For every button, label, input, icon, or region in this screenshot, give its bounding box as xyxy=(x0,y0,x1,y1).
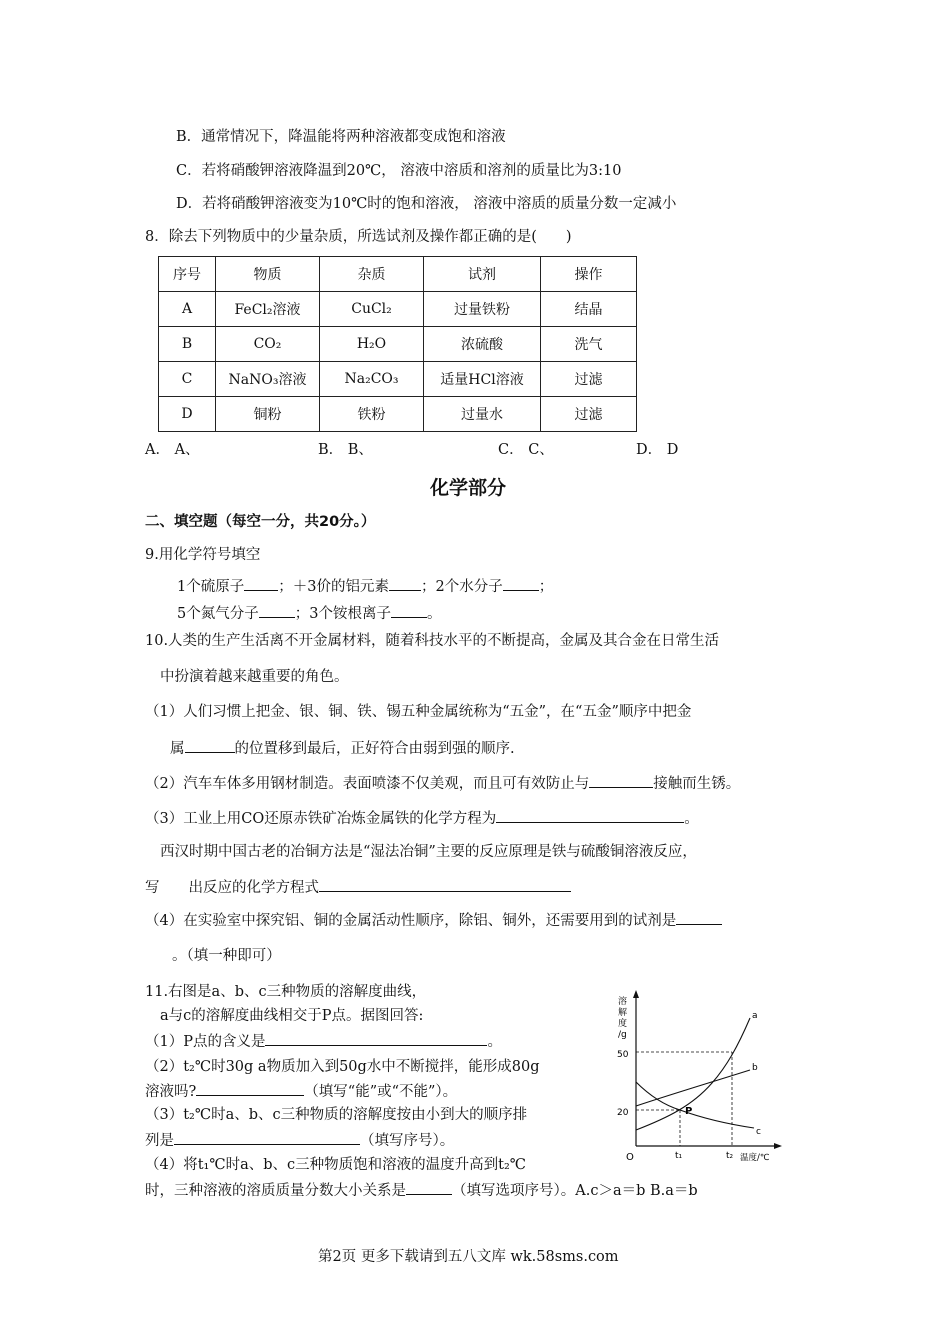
q11-text: （1）P点的含义是 xyxy=(145,1034,266,1050)
q10-text: 写 出反应的化学方程式 xyxy=(145,880,319,896)
q11-text: （填写选项序号）。A.c＞a＝b B.a＝b xyxy=(452,1183,698,1199)
origin-label: O xyxy=(626,1152,634,1163)
curve-c xyxy=(636,1082,754,1128)
curve-b-label: b xyxy=(752,1063,758,1073)
answer-blank xyxy=(244,576,278,591)
x-tick-t1: t₁ xyxy=(675,1151,683,1161)
q7-option-c: C．若将硝酸钾溶液降温到20℃， 溶液中溶质和溶剂的质量比为3:10 xyxy=(176,163,622,179)
q10-part-2 xyxy=(145,773,740,794)
q9-text: ； xyxy=(538,579,554,595)
table-cell: D xyxy=(159,397,216,432)
x-tick-t2: t₂ xyxy=(726,1151,734,1161)
q11-part-4b xyxy=(145,1180,698,1201)
table-cell: A xyxy=(159,292,216,327)
q11-part-3a: （3）t₂℃时a、b、c三种物质的溶解度按由小到大的顺序排 xyxy=(145,1107,528,1123)
table-row xyxy=(159,327,637,362)
q9-line-1 xyxy=(177,576,553,597)
page-footer: 第2页 更多下载请到五八文库 wk.58sms.com xyxy=(318,1249,619,1265)
q10-part-3d xyxy=(145,877,571,898)
table-row xyxy=(159,292,637,327)
point-p-label: P xyxy=(685,1106,693,1117)
q10-part-1b xyxy=(170,738,515,759)
q11-text: 时，三种溶液的溶质质量分数大小关系是 xyxy=(145,1183,406,1199)
curve-a-label: a xyxy=(752,1011,758,1021)
table-header-row xyxy=(159,257,637,292)
table-cell: CuCl₂ xyxy=(320,292,424,327)
x-axis-label: 温度/℃ xyxy=(740,1153,770,1163)
x-axis-arrow xyxy=(774,1143,782,1149)
q9-text: 5个氮气分子 xyxy=(177,606,259,622)
q11-part-1 xyxy=(145,1031,502,1052)
y-tick-20: 20 xyxy=(617,1108,629,1118)
q8-table xyxy=(158,256,637,432)
q10-part-1a: （1）人们习惯上把金、银、铜、铁、锡五种金属统称为“五金”，在“五金”顺序中把金 xyxy=(145,704,692,720)
table-cell: Na₂CO₃ xyxy=(320,362,424,397)
q9-text: 。 xyxy=(426,606,442,622)
answer-blank xyxy=(265,1031,487,1046)
q11-text: 列是 xyxy=(145,1133,174,1149)
q10-text: 。 xyxy=(684,811,699,827)
table-cell: 洗气 xyxy=(541,327,637,362)
q9-text: ；3个铵根离子 xyxy=(294,606,391,622)
table-header: 物质 xyxy=(216,257,320,292)
section-title: 化学部分 xyxy=(430,477,507,499)
q8-choice-c: C． C、 xyxy=(498,442,554,458)
y-axis-label: 溶 xyxy=(618,997,628,1007)
q10-part-4a xyxy=(145,910,722,931)
q10-text: （2）汽车车体多用钢材制造。表面喷漆不仅美观，而且可有效防止与 xyxy=(145,776,590,792)
table-header: 杂质 xyxy=(320,257,424,292)
section-heading: 二、填空题（每空一分，共20分。） xyxy=(145,514,376,530)
q9-stem: 9.用化学符号填空 xyxy=(145,547,261,563)
q11-text: 溶液吗? xyxy=(145,1084,197,1100)
table-header: 序号 xyxy=(159,257,216,292)
q11-text: （填写“能”或“不能”）。 xyxy=(304,1084,458,1100)
table-cell: 结晶 xyxy=(541,292,637,327)
y-axis-label: 解 xyxy=(618,1008,628,1018)
q10-stem-2: 中扮演着越来越重要的角色。 xyxy=(160,669,349,685)
q9-text: ；＋3价的铝元素 xyxy=(278,579,389,595)
q9-text: 1个硫原子 xyxy=(177,579,245,595)
table-cell: B xyxy=(159,327,216,362)
answer-blank xyxy=(676,910,722,925)
q9-line-2 xyxy=(177,603,441,624)
q10-text: （4）在实验室中探究铝、铜的金属活动性顺序，除铝、铜外，还需要用到的试剂是 xyxy=(145,913,677,929)
answer-blank xyxy=(503,576,539,591)
q11-stem-1: 11.右图是a、b、c三种物质的溶解度曲线， xyxy=(145,984,427,1000)
q11-part-2b xyxy=(145,1081,457,1102)
answer-blank xyxy=(319,877,571,892)
q8-choice-b: B． B、 xyxy=(318,442,373,458)
table-cell: 过滤 xyxy=(541,362,637,397)
answer-blank xyxy=(406,1180,452,1195)
table-cell: H₂O xyxy=(320,327,424,362)
table-cell: CO₂ xyxy=(216,327,320,362)
q10-text: （3）工业上用CO还原赤铁矿冶炼金属铁的化学方程为 xyxy=(145,811,497,827)
y-axis-arrow xyxy=(633,990,639,998)
table-header: 操作 xyxy=(541,257,637,292)
q7-option-d: D．若将硝酸钾溶液变为10℃时的饱和溶液， 溶液中溶质的质量分数一定减小 xyxy=(176,196,677,212)
table-cell: 过滤 xyxy=(541,397,637,432)
table-cell: 铜粉 xyxy=(216,397,320,432)
q8-choice-d: D． D xyxy=(636,442,679,458)
answer-blank xyxy=(185,738,235,753)
curve-c-label: c xyxy=(756,1127,761,1137)
table-cell: 铁粉 xyxy=(320,397,424,432)
answer-blank xyxy=(391,603,427,618)
table-cell: 浓硫酸 xyxy=(424,327,541,362)
q11-text: 。 xyxy=(487,1034,502,1050)
table-row xyxy=(159,397,637,432)
q11-part-2a: （2）t₂℃时30g a物质加入到50g水中不断搅拌，能形成80g xyxy=(145,1059,540,1075)
q10-text: 接触而生锈。 xyxy=(653,776,741,792)
q9-text: ；2个水分子 xyxy=(420,579,503,595)
q8-stem: 8．除去下列物质中的少量杂质，所选试剂及操作都正确的是( ) xyxy=(145,229,572,245)
curve-a xyxy=(636,1018,750,1130)
q8-choice-a: A． A、 xyxy=(145,442,200,458)
q10-stem-1: 10.人类的生产生活离不开金属材料，随着科技水平的不断提高，金属及其合金在日常生活 xyxy=(145,633,720,649)
table-cell: 过量水 xyxy=(424,397,541,432)
table-cell: FeCl₂溶液 xyxy=(216,292,320,327)
answer-blank xyxy=(196,1081,304,1096)
q7-option-b: B．通常情况下，降温能将两种溶液都变成饱和溶液 xyxy=(176,129,506,145)
table-row xyxy=(159,362,637,397)
q10-text: 属 xyxy=(170,741,185,757)
answer-blank xyxy=(174,1130,360,1145)
table-cell: C xyxy=(159,362,216,397)
y-axis-label: 度 xyxy=(618,1019,628,1029)
table-cell: 适量HCl溶液 xyxy=(424,362,541,397)
table-header: 试剂 xyxy=(424,257,541,292)
answer-blank xyxy=(589,773,653,788)
answer-blank xyxy=(259,603,295,618)
table-cell: 过量铁粉 xyxy=(424,292,541,327)
answer-blank xyxy=(389,576,421,591)
q11-part-3b xyxy=(145,1130,454,1151)
y-axis-label: /g xyxy=(618,1030,627,1040)
q10-part-3c: 西汉时期中国古老的冶铜方法是“湿法冶铜”主要的反应原理是铁与硫酸铜溶液反应， xyxy=(160,844,697,860)
q11-text: （填写序号）。 xyxy=(360,1133,455,1149)
y-tick-50: 50 xyxy=(617,1050,629,1060)
table-cell: NaNO₃溶液 xyxy=(216,362,320,397)
solubility-graph xyxy=(612,988,792,1178)
q10-part-3a xyxy=(145,808,699,829)
q11-stem-2: a与c的溶解度曲线相交于P点。据图回答: xyxy=(160,1008,424,1024)
answer-blank xyxy=(496,808,684,823)
q10-part-4b: 。（填一种即可） xyxy=(172,948,281,964)
q11-part-4a: （4）将t₁℃时a、b、c三种物质饱和溶液的温度升高到t₂℃ xyxy=(145,1157,526,1173)
q10-text: 的位置移到最后，正好符合由弱到强的顺序. xyxy=(234,741,515,757)
